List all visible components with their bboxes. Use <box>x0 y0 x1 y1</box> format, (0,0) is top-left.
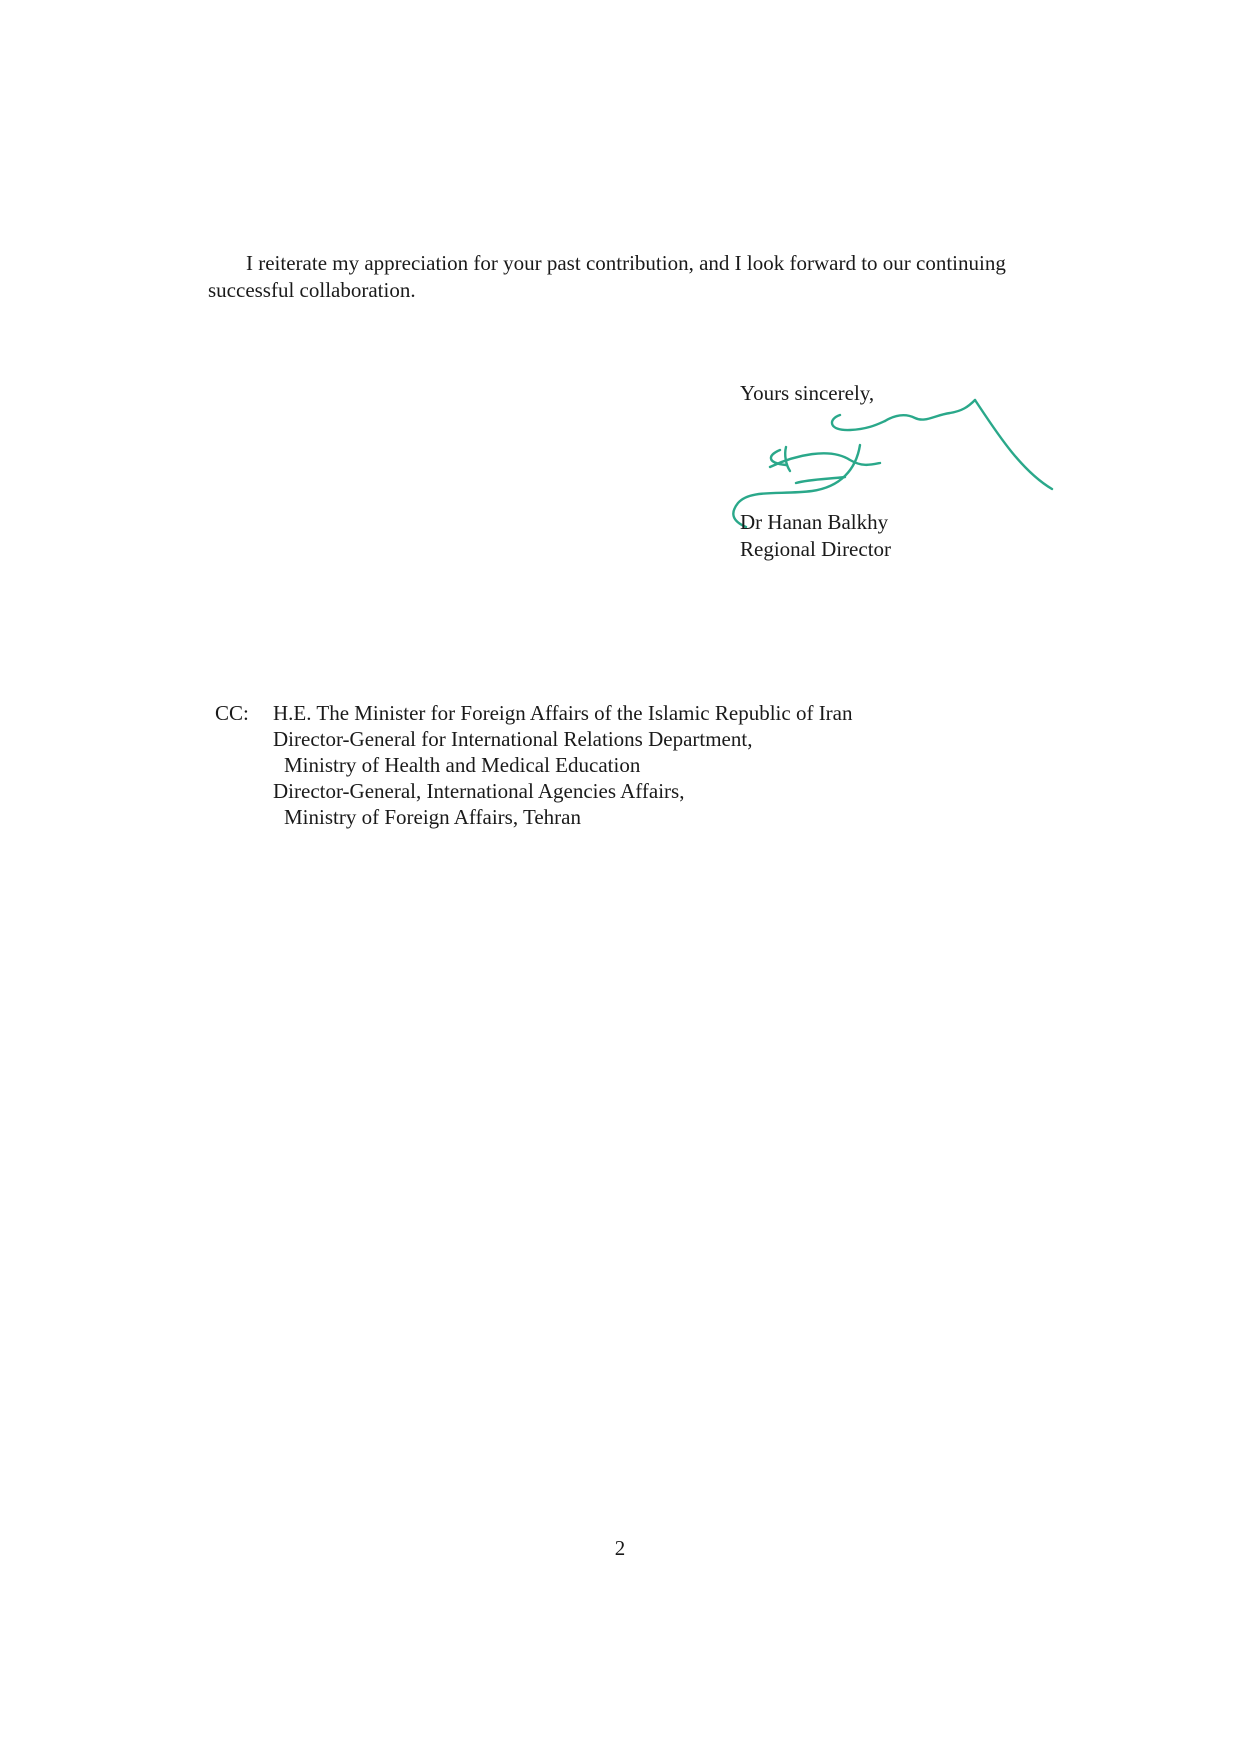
cc-recipient-line: Director-General for International Relations Department, <box>273 727 753 751</box>
cc-recipients <box>273 700 973 830</box>
valediction: Yours sincerely, <box>740 381 875 405</box>
signatory-title: Regional Director <box>740 537 892 561</box>
cc-recipient-line: H.E. The Minister for Foreign Affairs of the Islamic Republic of Iran <box>273 701 853 725</box>
page-number: 2 <box>614 1536 626 1560</box>
cc-recipient-line: Director-General, International Agencies Affairs, <box>273 779 685 803</box>
closing-paragraph: I reiterate my appreciation for your past contribution, and I look forward to our continuing successful collaboration. <box>208 251 1006 302</box>
cc-recipient-line: Ministry of Foreign Affairs, Tehran <box>284 805 581 829</box>
signatory-name: Dr Hanan Balkhy <box>740 510 889 534</box>
cc-label: CC: <box>215 701 249 725</box>
cc-recipient-line: Ministry of Health and Medical Education <box>284 753 641 777</box>
